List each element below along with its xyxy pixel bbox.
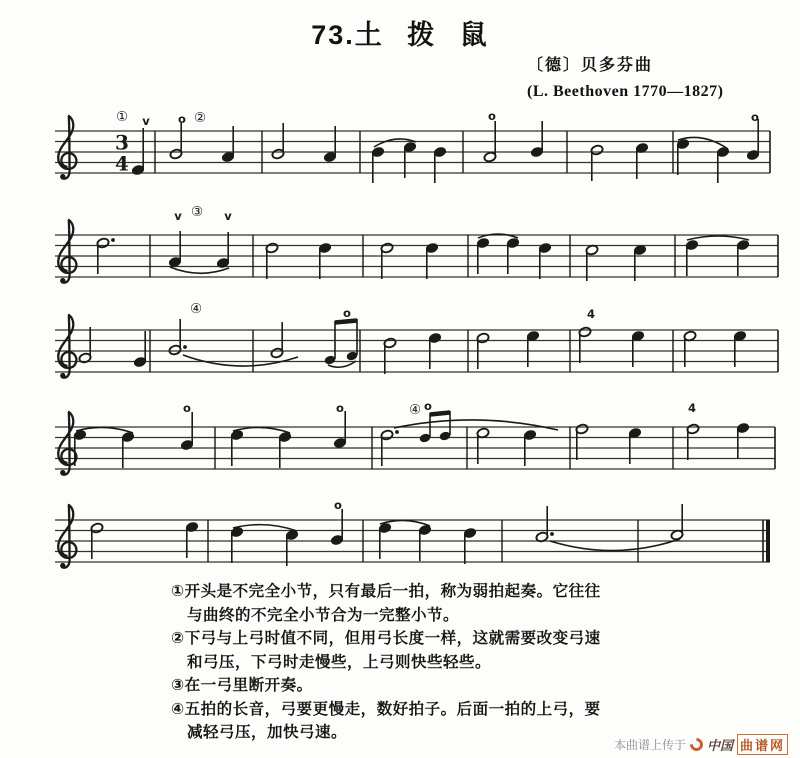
music-score <box>0 100 800 592</box>
annotation-mark: v <box>224 209 232 223</box>
annotation-mark: o <box>343 306 351 320</box>
annotation-mark: o <box>334 498 342 512</box>
treble-clef-icon <box>58 412 76 475</box>
annotation-mark: ① <box>115 109 129 125</box>
annotation-mark: o <box>336 401 344 415</box>
time-signature-denominator: 4 <box>115 151 129 176</box>
page-title: 73.土 拨 鼠 <box>311 20 489 50</box>
treble-clef-icon <box>58 220 76 283</box>
annotation-mark: o <box>183 401 191 415</box>
site-name-cn: 中国 <box>706 738 733 753</box>
annotation-mark: 4 <box>687 401 697 415</box>
time-signature-numerator: 3 <box>115 130 129 155</box>
staff-system <box>55 399 775 475</box>
annotation-mark: 4 <box>586 307 596 321</box>
annotation-mark: o <box>424 399 432 413</box>
footnote-line: 减轻弓压，加快弓速。 <box>187 724 348 741</box>
site-name-rest: 曲谱网 <box>737 734 788 755</box>
beam <box>335 321 357 323</box>
annotation-mark: o <box>488 109 496 123</box>
annotation-mark: v <box>174 209 182 223</box>
composer-block <box>527 52 723 101</box>
footnote-line: 与曲终的不完全小节合为一完整小节。 <box>187 606 460 624</box>
footnote-line: ①开头是不完全小节，只有最后一拍，称为弱拍起奏。它往往 <box>171 583 601 600</box>
footnote-line: ④五拍的长音，弓要更慢走，数好拍子。后面一拍的上弓，要 <box>171 700 601 718</box>
annotation-mark: ④ <box>408 402 422 418</box>
treble-clef-icon <box>58 505 76 568</box>
treble-clef-icon <box>58 116 76 179</box>
footnote-line: 和弓压，下弓时走慢些，上弓则快些轻些。 <box>187 653 492 671</box>
slur <box>394 420 558 430</box>
annotation-mark: o <box>178 112 186 126</box>
composer-latin: (L. Beethoven 1770—1827) <box>527 83 724 100</box>
annotation-mark: ② <box>193 110 207 126</box>
watermark-text: 本曲谱上传于 <box>613 738 686 752</box>
annotation-mark: o <box>751 110 759 124</box>
watermark <box>614 734 788 755</box>
annotation-mark: ③ <box>190 204 204 220</box>
slur <box>170 267 229 273</box>
staff-system <box>55 109 770 183</box>
footnote-line: ②下弓与上弓时值不同，但用弓长度一样，这就需要改变弓速 <box>171 630 601 647</box>
staff-system <box>55 204 778 283</box>
treble-clef-icon <box>58 315 76 378</box>
footnote-line: ③在一弓里断开奏。 <box>171 677 313 694</box>
site-logo-icon <box>687 735 705 753</box>
slur <box>687 236 749 240</box>
staff-system <box>55 498 770 568</box>
staff-system <box>55 301 778 378</box>
beam <box>430 413 450 415</box>
footnotes <box>171 580 676 745</box>
annotation-mark: v <box>142 114 150 128</box>
composer-chinese: 〔德〕贝多芬曲 <box>527 57 654 74</box>
annotation-mark: ④ <box>189 301 203 317</box>
